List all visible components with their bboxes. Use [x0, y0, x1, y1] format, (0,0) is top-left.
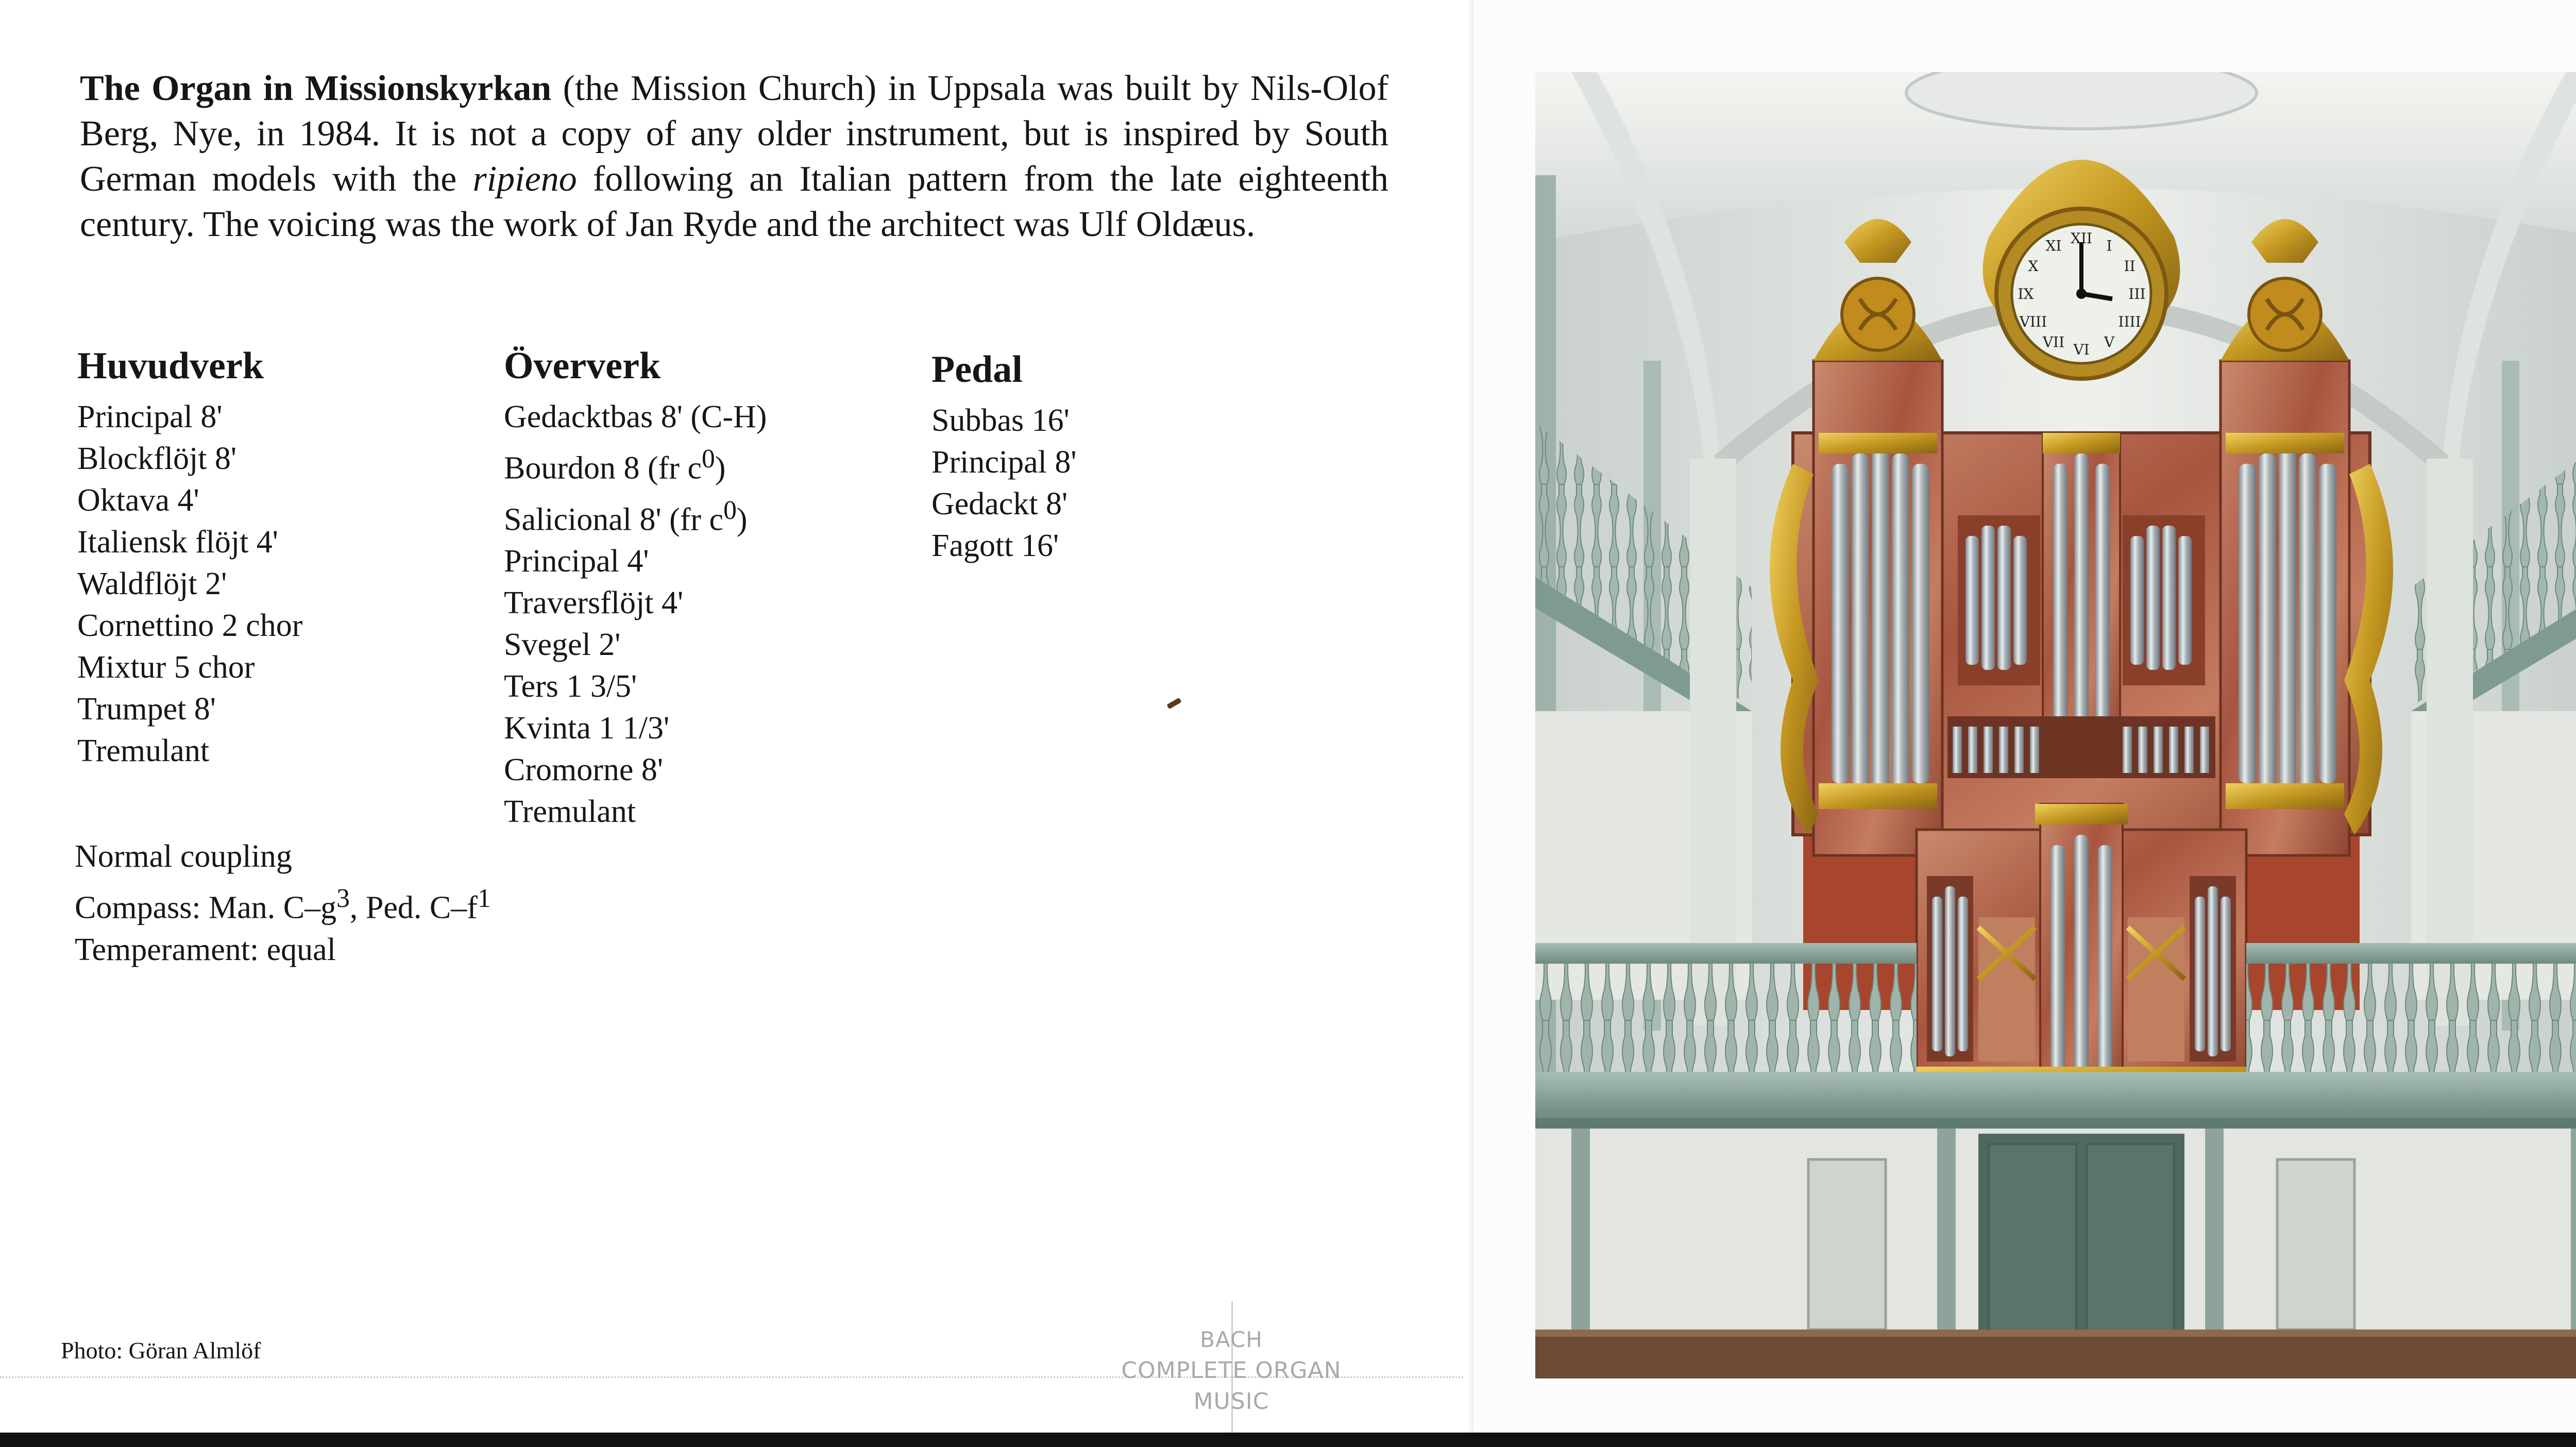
series-logo — [1082, 1324, 1381, 1417]
huvudverk-title: Huvudverk — [77, 345, 264, 387]
stop-text: Cromorne 8' — [504, 752, 664, 788]
intro-title: The Organ in Missionskyrkan — [80, 69, 552, 108]
stop-superscript: 0 — [701, 444, 715, 474]
stop-item — [504, 666, 767, 708]
series-logo-line1: BACH — [1200, 1327, 1263, 1352]
stop-item — [504, 490, 767, 541]
intro-text-1: (the Mission Church) in Uppsala was built by Nils-Olof Berg, Nye, in 1984. It is not a copy of any older instrument, but is inspired by South German models with the — [80, 69, 1388, 199]
compass-text: Compass: Man. C–g — [75, 890, 337, 926]
stop-item — [504, 582, 767, 624]
oververk-title: Öververk — [504, 345, 661, 387]
coupling-note: Normal coupling — [75, 839, 292, 874]
clock-numeral: V — [2104, 333, 2115, 351]
compass-superscript: 3 — [336, 884, 350, 913]
stop-text: Salicional 8' (fr c — [504, 502, 724, 537]
temperament-note: Temperament: equal — [75, 932, 336, 967]
intro-paragraph — [80, 66, 1388, 247]
stop-text: Gedacktbas 8' (C-H) — [504, 399, 767, 434]
pedal-stop-list — [931, 400, 1077, 567]
stop-text-end: ) — [715, 450, 726, 486]
organ-notes — [75, 836, 491, 971]
stop-item: Principal 8' — [77, 399, 223, 434]
stop-item: Mixtur 5 chor — [77, 650, 255, 685]
stop-text: Traversflöjt 4' — [504, 585, 684, 621]
stop-text: Ters 1 3/5' — [504, 669, 637, 704]
stop-item — [504, 438, 767, 490]
clock-numeral: XI — [2045, 237, 2062, 255]
stop-text-end: ) — [736, 502, 748, 537]
stop-text: Svegel 2' — [504, 627, 621, 663]
oververk-column — [504, 343, 767, 833]
clock-numeral: IIII — [2118, 313, 2141, 330]
stop-text: Principal 4' — [504, 544, 649, 579]
stop-item: Subbas 16' — [931, 403, 1070, 438]
clock-numeral: IX — [2018, 285, 2034, 302]
organ-photo — [1535, 72, 2576, 1378]
photo-credit: Photo: Göran Almlöf — [61, 1337, 261, 1364]
stop-item: Gedackt 8' — [931, 486, 1068, 521]
scan-bottom-edge — [0, 1433, 2576, 1447]
stop-item — [504, 541, 767, 582]
compass-text: , Ped. C–f — [349, 890, 478, 926]
clock-numeral: VII — [2042, 333, 2065, 351]
clock-numeral: VI — [2073, 341, 2090, 358]
stop-item — [504, 396, 767, 438]
pedal-column — [931, 346, 1077, 567]
stop-text: Bourdon 8 (fr c — [504, 450, 702, 486]
print-speck — [1166, 698, 1181, 710]
stop-item — [504, 791, 767, 833]
huvudverk-column — [77, 343, 302, 772]
stop-text: Tremulant — [504, 794, 636, 830]
stop-superscript: 0 — [723, 495, 737, 525]
stop-item: Trumpet 8' — [77, 692, 216, 727]
intro-text-2: following an Italian pattern from the late eighteenth century. The voicing was the work of Jan Ryde and the architect was Ulf Oldæus. — [80, 159, 1389, 244]
stop-item: Fagott 16' — [931, 528, 1059, 563]
stop-item: Principal 8' — [931, 445, 1077, 480]
stop-item: Cornettino 2 chor — [77, 608, 303, 643]
huvudverk-stop-list — [77, 396, 302, 772]
oververk-stop-list — [504, 396, 767, 833]
clock-numeral: III — [2128, 285, 2146, 302]
stop-item — [504, 749, 767, 791]
clock-numeral: I — [2106, 237, 2112, 255]
stop-item: Italiensk flöjt 4' — [77, 525, 278, 560]
clock-numeral: XII — [2070, 230, 2093, 247]
compass-superscript: 1 — [477, 884, 491, 913]
clock-numeral: X — [2028, 258, 2039, 275]
series-logo-line2: COMPLETE ORGAN MUSIC — [1121, 1357, 1342, 1415]
clock-numeral: VIII — [2019, 313, 2047, 330]
compass-note — [75, 878, 491, 929]
stop-item: Tremulant — [77, 733, 210, 768]
pedal-title: Pedal — [931, 348, 1023, 391]
stop-item: Waldflöjt 2' — [77, 566, 227, 601]
stop-text: Kvinta 1 1/3' — [504, 711, 670, 746]
stop-item — [504, 708, 767, 749]
intro-ripieno: ripieno — [472, 159, 577, 199]
clock-numeral: II — [2124, 258, 2136, 275]
stop-item — [504, 624, 767, 666]
stop-item: Blockflöjt 8' — [77, 441, 237, 476]
stop-item: Oktava 4' — [77, 483, 199, 518]
